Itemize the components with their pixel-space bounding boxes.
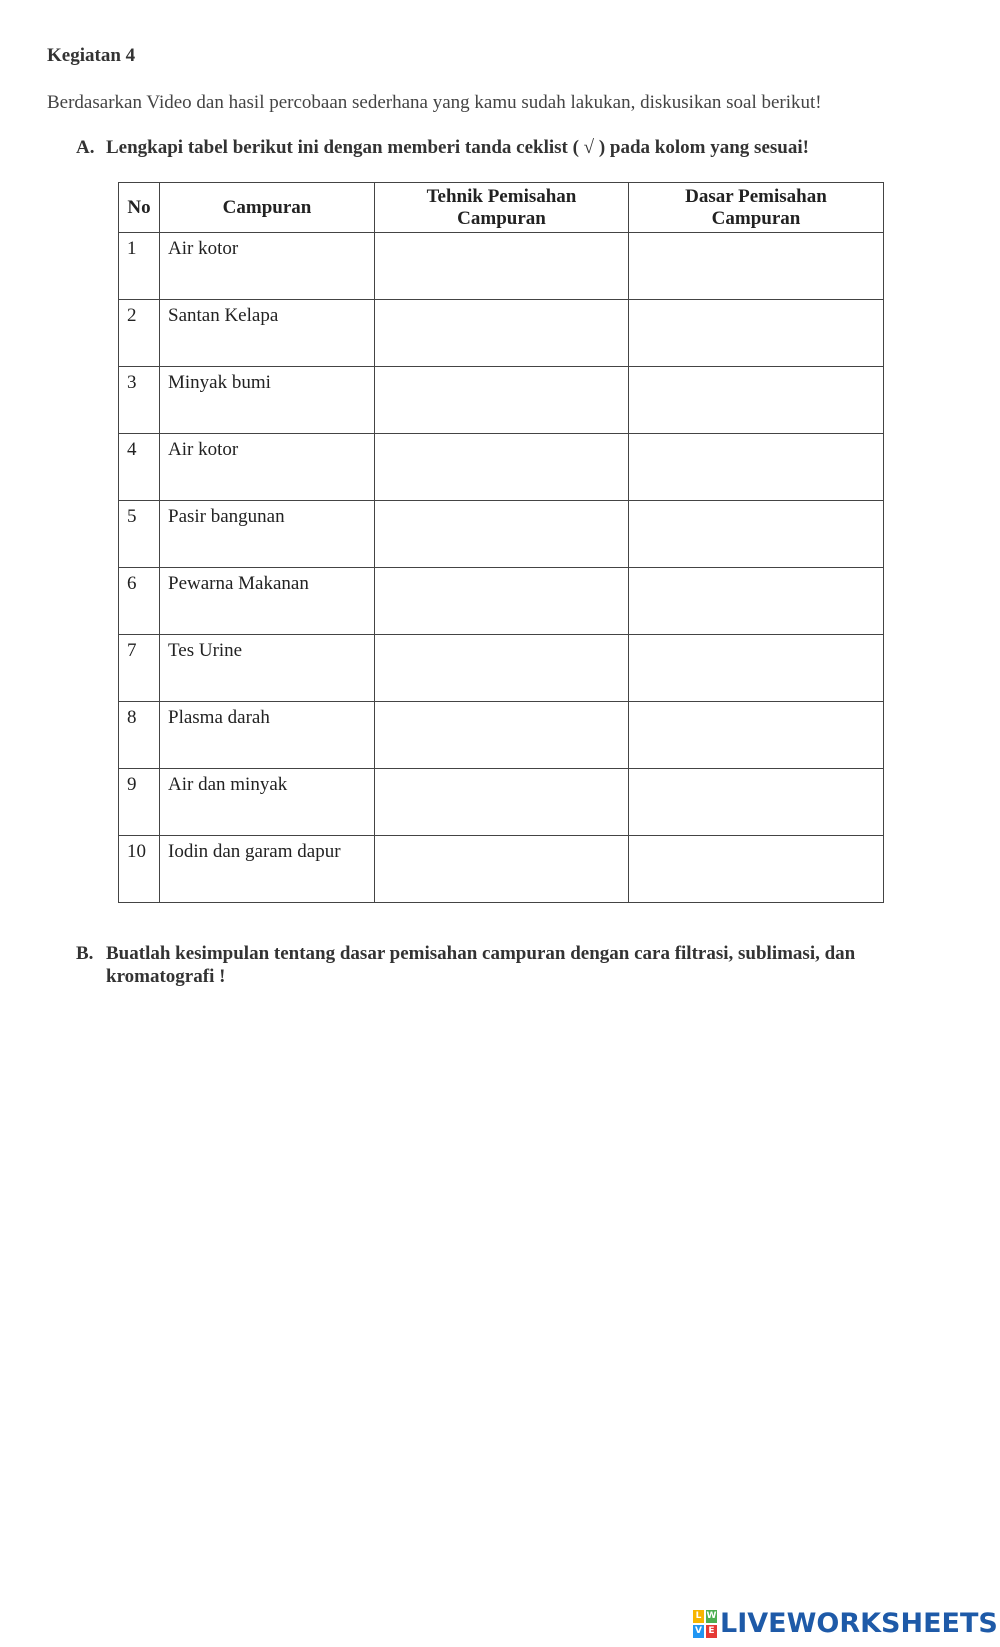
tehnik-answer-cell[interactable]	[375, 836, 629, 903]
dasar-answer-cell[interactable]	[629, 769, 884, 836]
row-no: 10	[119, 836, 160, 903]
header-tehnik-line1: Tehnik Pemisahan	[426, 185, 577, 207]
tehnik-answer-cell[interactable]	[375, 702, 629, 769]
header-dasar-line1: Dasar Pemisahan	[685, 185, 827, 207]
row-no: 2	[119, 300, 160, 367]
instruction-a	[76, 136, 956, 160]
row-campuran: Santan Kelapa	[160, 300, 375, 367]
dasar-answer-cell[interactable]	[629, 568, 884, 635]
row-no: 1	[119, 233, 160, 300]
table-row	[119, 300, 884, 367]
instruction-a-text: Lengkapi tabel berikut ini dengan memberi tanda ceklist ( √ ) pada kolom yang sesuai!	[106, 137, 809, 158]
row-campuran: Minyak bumi	[160, 367, 375, 434]
row-no: 4	[119, 434, 160, 501]
table-row	[119, 769, 884, 836]
dasar-answer-cell[interactable]	[629, 434, 884, 501]
row-campuran: Air dan minyak	[160, 769, 375, 836]
tehnik-answer-cell[interactable]	[375, 501, 629, 568]
intro-text: Berdasarkan Video dan hasil percobaan sederhana yang kamu sudah lakukan, diskusikan soal berikut!	[47, 92, 822, 113]
table-row	[119, 702, 884, 769]
tehnik-answer-cell[interactable]	[375, 367, 629, 434]
row-no: 7	[119, 635, 160, 702]
dasar-answer-cell[interactable]	[629, 233, 884, 300]
dasar-answer-cell[interactable]	[629, 367, 884, 434]
instruction-a-letter: A.	[76, 137, 95, 158]
header-dasar-line2: Campuran	[711, 207, 801, 229]
brand-grid-cell: W	[706, 1611, 717, 1621]
table-header-row	[119, 183, 884, 233]
table-row	[119, 367, 884, 434]
row-campuran: Plasma darah	[160, 702, 375, 769]
row-no: 3	[119, 367, 160, 434]
header-tehnik-line2: Campuran	[457, 207, 546, 229]
row-no: 8	[119, 702, 160, 769]
header-campuran: Campuran	[160, 183, 375, 233]
row-no: 5	[119, 501, 160, 568]
brand-grid-cell: L	[693, 1610, 704, 1623]
row-campuran: Air kotor	[160, 233, 375, 300]
row-no: 6	[119, 568, 160, 635]
brand-name: LIVEWORKSHEETS	[720, 1608, 998, 1639]
dasar-answer-cell[interactable]	[629, 702, 884, 769]
brand-grid-icon	[693, 1610, 717, 1638]
tehnik-answer-cell[interactable]	[375, 233, 629, 300]
row-campuran: Pasir bangunan	[160, 501, 375, 568]
tehnik-answer-cell[interactable]	[375, 769, 629, 836]
dasar-answer-cell[interactable]	[629, 635, 884, 702]
instruction-b-text: Buatlah kesimpulan tentang dasar pemisahan campuran dengan cara filtrasi, sublimasi, dan kromatografi !	[106, 943, 856, 987]
mixture-table	[118, 182, 884, 903]
header-tehnik	[375, 183, 629, 233]
table-row	[119, 836, 884, 903]
tehnik-answer-cell[interactable]	[375, 434, 629, 501]
row-campuran: Iodin dan garam dapur	[160, 836, 375, 903]
dasar-answer-cell[interactable]	[629, 836, 884, 903]
table-row	[119, 501, 884, 568]
brand-grid-cell: E	[706, 1625, 717, 1638]
instruction-b-letter: B.	[76, 943, 94, 964]
table-row	[119, 233, 884, 300]
tehnik-answer-cell[interactable]	[375, 568, 629, 635]
row-no: 9	[119, 769, 160, 836]
brand-grid-cell: V	[693, 1625, 704, 1638]
tehnik-answer-cell[interactable]	[375, 635, 629, 702]
table-row	[119, 434, 884, 501]
liveworksheets-logo	[693, 1608, 998, 1640]
header-dasar	[629, 183, 884, 233]
table-row	[119, 635, 884, 702]
activity-heading: Kegiatan 4	[47, 45, 136, 66]
row-campuran: Pewarna Makanan	[160, 568, 375, 635]
tehnik-answer-cell[interactable]	[375, 300, 629, 367]
row-campuran: Air kotor	[160, 434, 375, 501]
dasar-answer-cell[interactable]	[629, 501, 884, 568]
header-no: No	[119, 183, 160, 233]
table-row	[119, 568, 884, 635]
instruction-b	[76, 942, 936, 992]
dasar-answer-cell[interactable]	[629, 300, 884, 367]
row-campuran: Tes Urine	[160, 635, 375, 702]
